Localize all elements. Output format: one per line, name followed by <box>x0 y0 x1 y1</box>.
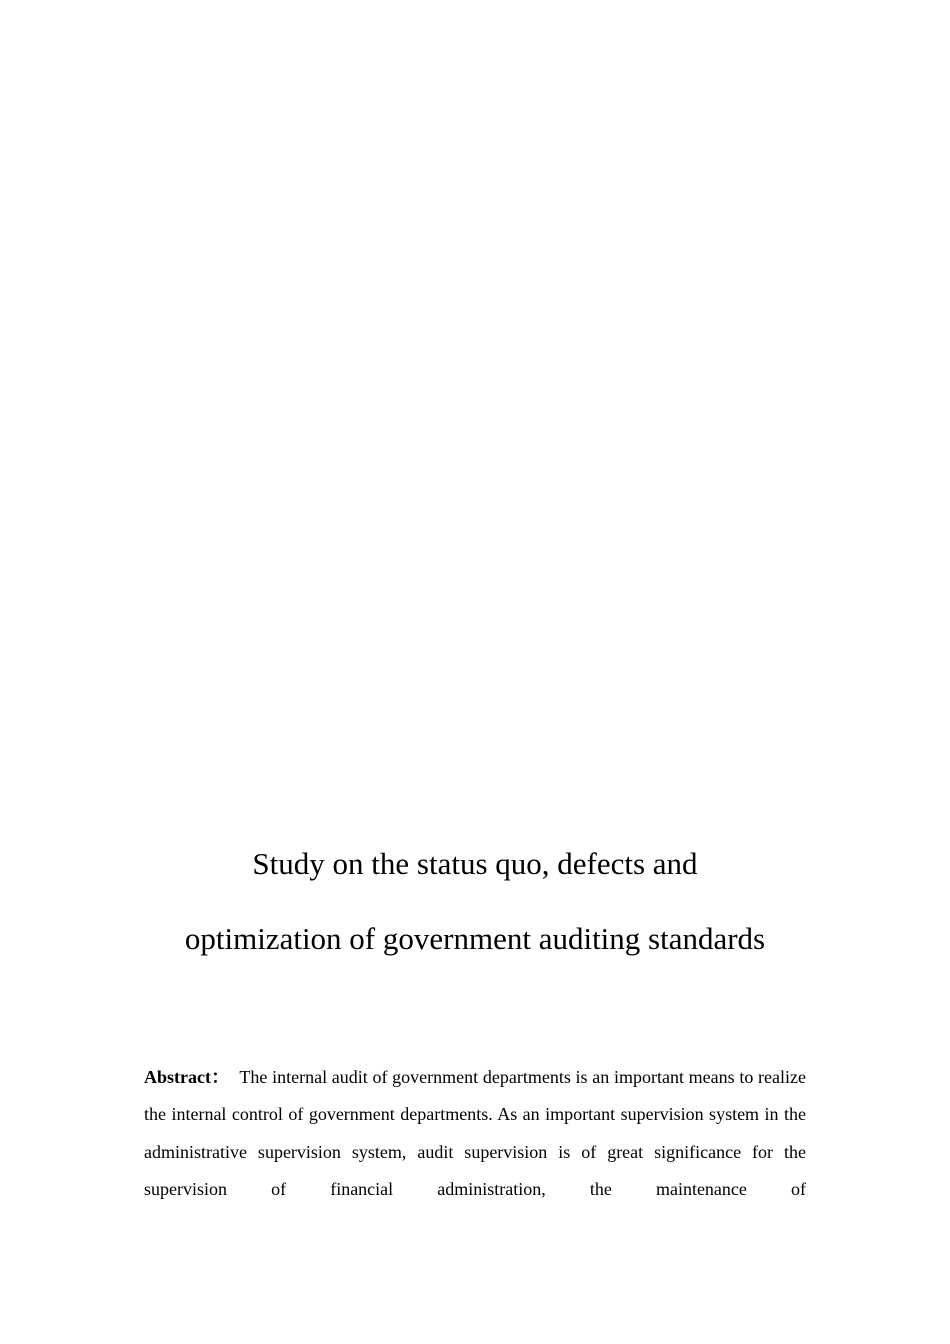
abstract-label: Abstract <box>144 1067 211 1087</box>
abstract-paragraph <box>144 1059 806 1208</box>
title-line-1: Study on the status quo, defects and <box>252 846 698 881</box>
abstract-colon: ： <box>210 1067 230 1087</box>
paper-title <box>0 826 950 976</box>
title-line-2: optimization of government auditing standards <box>184 921 766 956</box>
abstract-text: The internal audit of government departments is an important means to realize the internal control of government departments. As an important supervision system in the administrative supervision system, audit supervision is of great significance for the supervision of financial administration, the maintenance of <box>144 1067 807 1199</box>
